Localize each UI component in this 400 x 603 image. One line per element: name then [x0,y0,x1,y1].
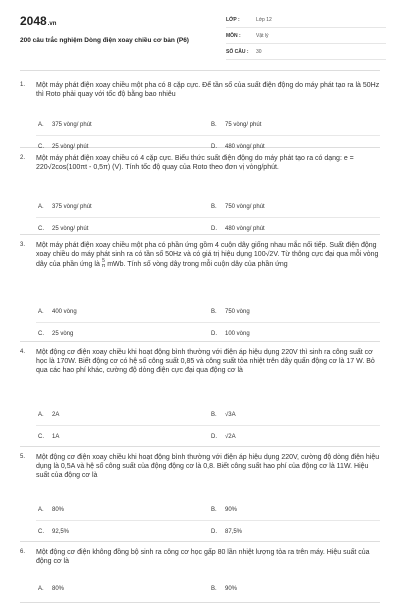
option-row [36,114,380,135]
option-value: 750 vòng/ phút [225,203,265,210]
meta-value-subject: Vật lý [256,33,269,39]
header-divider [20,70,380,71]
option-row [36,520,380,542]
option-letter: C. [38,330,44,337]
option-row [36,404,380,425]
option-value: 400 vòng [52,308,77,315]
question-list [0,75,400,603]
option-letter: D. [211,330,217,337]
meta-key-count: SỐ CÂU : [226,49,249,55]
option-row [36,196,380,217]
option-value: 90% [225,586,238,592]
question-number: 4. [20,349,26,355]
option-c[interactable] [38,323,73,344]
option-row [36,322,380,344]
question-header [20,342,380,404]
option-value: √2A [225,433,236,440]
option-value: 25 vòng/ phút [52,143,89,150]
meta-table [226,12,386,60]
option-letter: A. [38,308,44,315]
meta-key-grade: LỚP : [226,17,240,23]
option-c[interactable] [38,426,59,447]
option-b[interactable] [211,404,236,425]
question-header [20,447,380,499]
question-header [20,75,380,114]
option-letter: B. [211,203,217,210]
question-text: Một động cơ điện không đồng bộ sinh ra công cơ học gấp 80 lần nhiệt lượng tỏa ra trên máy. Hiệu suất của động cơ là [36,549,370,565]
question-text-part: Một máy phát điện xoay chiều một pha có phần ứng gồm 4 cuộn dây giống nhau mắc nối tiếp. Suất điện động xoay chiều do máy phát sinh ra có tần số 50Hz và có giá trị hiệu dụng 100√2V. Từ thông cực đại qua mỗi vòng dây của phần ứng là [36,242,379,268]
options [20,196,380,239]
option-row [36,425,380,447]
option-letter: B. [211,121,217,128]
option-letter: B. [211,586,217,592]
page-title: 200 câu trắc nghiệm Dòng điện xoay chiều cơ bản (P6) [20,37,189,44]
meta-key-subject: MÔN : [226,33,241,39]
question-6 [20,542,380,603]
option-row [36,499,380,520]
option-a[interactable] [38,196,92,217]
meta-value-grade: Lớp 12 [256,17,272,23]
option-value: 100 vòng [225,330,250,337]
option-b[interactable] [211,301,250,322]
question-3 [20,235,380,342]
option-value: 90% [225,506,238,513]
options [20,301,380,344]
logo-text: 2048 [20,14,47,28]
option-value: 25 vòng/ phút [52,225,89,232]
option-letter: B. [211,506,217,513]
options [20,499,380,542]
option-value: 80% [52,586,65,592]
option-letter: D. [211,528,217,535]
question-5 [20,447,380,542]
option-b[interactable] [211,499,237,520]
option-letter: D. [211,143,217,150]
meta-value-count: 30 [256,49,262,55]
option-letter: A. [38,586,44,592]
option-letter: D. [211,433,217,440]
question-4 [20,342,380,447]
option-value: 87,5% [225,528,243,535]
option-value: 480 vòng/ phút [225,225,265,232]
option-value: 80% [52,506,65,513]
option-b[interactable] [211,578,237,600]
question-header [20,235,380,301]
question-number: 6. [20,549,26,555]
option-value: 375 vòng/ phút [52,121,92,128]
option-value: 375 vòng/ phút [52,203,92,210]
question-header [20,542,380,578]
option-letter: A. [38,203,44,210]
question-2 [20,148,380,235]
option-letter: A. [38,506,44,513]
question-text-part: mWb. Tính số vòng dây trong mỗi cuộn dây của phần ứng [105,260,288,268]
question-number: 5. [20,454,26,460]
question-number: 3. [20,242,26,248]
question-1 [20,75,380,148]
option-value: 480 vòng/ phút [225,143,265,150]
option-d[interactable] [211,426,236,447]
option-value: √3A [225,411,236,418]
fraction-numerator: 5 [102,258,105,264]
fraction-denominator: π [101,263,106,269]
option-value: 1A [52,433,60,440]
question-text: Một động cơ điện xoay chiều khi hoạt động bình thường với điện áp hiệu dụng 220V thì sinh ra công suất cơ học là 170W. Biết động cơ có hệ số công suất 0,85 và công suất tỏa nhiệt trên dây quấn động cơ là 17 W. Bỏ qua các hao phí khác, cường độ dòng điện cực đại qua động cơ là [36,349,375,374]
option-value: 92,5% [52,528,70,535]
option-d[interactable] [211,323,250,344]
question-number: 2. [20,155,26,161]
option-value: 750 vòng [225,308,250,315]
option-d[interactable] [211,521,242,542]
option-row [36,578,380,600]
question-header [20,148,380,196]
option-letter: C. [38,143,44,150]
option-a[interactable] [38,114,92,135]
question-text: Một động cơ điện xoay chiều khi hoạt động bình thường với điện áp hiệu dụng 220V, cường độ dòng điện hiệu dụng là 0,5A và hệ số công suất của động động cơ là 0,8. Biết công suất hao phí của động cơ là 11W. Hiệu suất của động cơ là [36,454,380,479]
logo-suffix: .vn [47,21,57,27]
option-letter: A. [38,121,44,128]
question-text: Một máy phát điện xoay chiều có 4 cặp cực. Biểu thức suất điện động do máy phát tạo ra có dạng: e = 220√2cos(100πt - 0,5π) (V). Tính tốc độ quay của Roto theo đơn vị vòng/phút. [36,155,354,171]
meta-row-grade [226,12,386,28]
site-logo[interactable] [20,14,56,28]
question-text: Một máy phát điện xoay chiều một pha có 8 cặp cực. Để tần số của suất điện động do máy phát tạo ra là 50Hz thì Roto phải quay với tốc độ bằng bao nhiêu [36,82,380,98]
meta-row-subject [226,28,386,44]
option-a[interactable] [38,578,64,600]
option-b[interactable] [211,114,261,135]
question-text [36,241,380,301]
option-row [36,301,380,322]
question-number: 1. [20,82,26,88]
option-letter: C. [38,225,44,232]
option-b[interactable] [211,196,265,217]
option-letter: C. [38,433,44,440]
options [20,404,380,447]
option-letter: B. [211,308,217,315]
option-a[interactable] [38,301,77,322]
option-c[interactable] [38,521,69,542]
option-value: 75 vòng/ phút [225,121,262,128]
option-letter: D. [211,225,217,232]
option-letter: C. [38,528,44,535]
option-letter: B. [211,411,217,418]
option-a[interactable] [38,499,64,520]
header [0,0,400,70]
option-a[interactable] [38,404,59,425]
option-letter: A. [38,411,44,418]
option-value: 2A [52,411,60,418]
options [20,578,380,600]
option-value: 25 vòng [52,330,74,337]
meta-row-count [226,44,386,60]
